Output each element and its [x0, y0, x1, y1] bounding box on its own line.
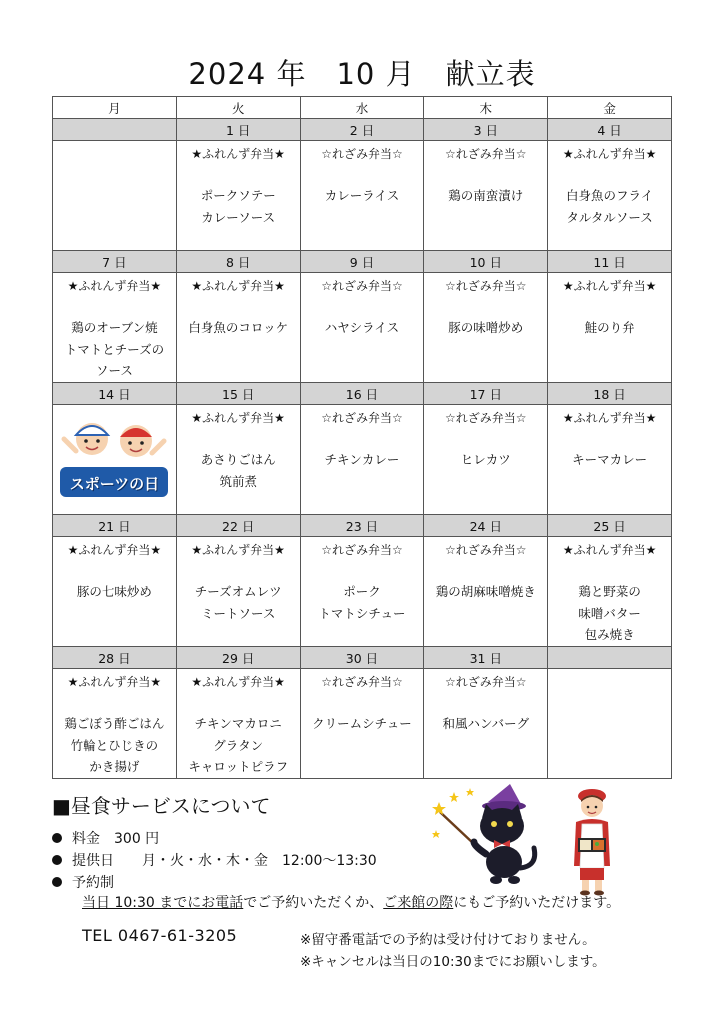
menu-cell [53, 405, 177, 515]
sports-day-label: スポーツの日 [69, 475, 160, 493]
weekday-wed: 水 [300, 97, 424, 119]
menu-cell [424, 669, 548, 779]
date-cell: 24 日 [424, 515, 548, 537]
bento-type: ☆れざみ弁当☆ [445, 279, 527, 293]
menu-cell [300, 141, 424, 251]
menu-cell [424, 273, 548, 383]
menu-row [53, 537, 672, 647]
dish-name: 豚の味噌炒め [448, 320, 524, 335]
bento-type: ☆れざみ弁当☆ [445, 543, 527, 557]
menu-row [53, 273, 672, 383]
dish-name: ハヤシライス [324, 320, 400, 335]
date-cell: 15 日 [176, 383, 300, 405]
cancel-note: ※キャンセルは当日の10:30までにお願いします。 [300, 954, 606, 970]
reservation-text-2: にもご予約いただけます。 [453, 895, 621, 911]
weekday-header-row [53, 97, 672, 119]
menu-cell [300, 273, 424, 383]
menu-cell [176, 141, 300, 251]
weekday-thu: 木 [424, 97, 548, 119]
menu-cell [53, 669, 177, 779]
menu-cell [300, 405, 424, 515]
date-cell: 10 日 [424, 251, 548, 273]
staff-with-bento-illustration [566, 786, 618, 900]
date-cell: 29 日 [176, 647, 300, 669]
menu-cell [424, 141, 548, 251]
menu-cell [548, 669, 672, 779]
halloween-cat-illustration [430, 782, 550, 890]
date-cell: 4 日 [548, 119, 672, 141]
service-days-text: 提供日 月・火・水・木・金 12:00～13:30 [72, 853, 377, 869]
dish-name: 和風ハンバーグ [442, 716, 530, 731]
dish-name: 白身魚のフライ タルタルソース [566, 188, 654, 225]
menu-cell [176, 405, 300, 515]
calendar-body [53, 119, 672, 779]
dish-name: ポークソテー カレーソース [200, 188, 276, 225]
date-cell: 2 日 [300, 119, 424, 141]
bento-type: ★ふれんず弁当★ [67, 279, 162, 293]
dish-name: 豚の七味炒め [76, 584, 152, 599]
date-cell: 17 日 [424, 383, 548, 405]
date-cell: 9 日 [300, 251, 424, 273]
reservation-details [82, 892, 620, 912]
bento-type: ★ふれんず弁当★ [562, 543, 657, 557]
dish-name: カレーライス [324, 188, 400, 203]
bento-type: ☆れざみ弁当☆ [321, 675, 403, 689]
bento-type: ☆れざみ弁当☆ [321, 543, 403, 557]
dish-name: クリームシチュー [312, 716, 412, 731]
price-text: 料金 300 円 [72, 831, 160, 847]
bento-type: ☆れざみ弁当☆ [445, 147, 527, 161]
menu-cell [176, 537, 300, 647]
bullet-dot [52, 833, 62, 843]
dish-name: ヒレカツ [460, 452, 511, 467]
dish-name: チキンカレー [324, 452, 400, 467]
lunch-service-heading: ■昼食サービスについて [52, 794, 271, 818]
dish-name: 鶏の胡麻味噌焼き [435, 584, 536, 599]
bento-type: ☆れざみ弁当☆ [321, 279, 403, 293]
telephone-number: TEL 0467-61-3205 [82, 926, 238, 945]
dish-name: 鮭のり弁 [584, 320, 635, 335]
bento-type [53, 145, 176, 163]
menu-row [53, 141, 672, 251]
menu-cell [176, 669, 300, 779]
bullet-dot [52, 855, 62, 865]
date-cell: 22 日 [176, 515, 300, 537]
menu-cell [176, 273, 300, 383]
bento-type: ★ふれんず弁当★ [562, 411, 657, 425]
date-cell: 31 日 [424, 647, 548, 669]
date-cell: 30 日 [300, 647, 424, 669]
bento-type: ★ふれんず弁当★ [67, 675, 162, 689]
date-cell: 18 日 [548, 383, 672, 405]
sports-day-illustration [58, 411, 170, 507]
reservation-in-person: ご来館の際 [383, 895, 454, 911]
page-title: 2024 年 10 月 献立表 [188, 57, 536, 91]
menu-row [53, 669, 672, 779]
bullet-dot [52, 877, 62, 887]
reservation-phone-deadline: 当日 10:30 までにお電話 [82, 895, 244, 911]
menu-cell [53, 273, 177, 383]
menu-cell [548, 537, 672, 647]
bento-type: ★ふれんず弁当★ [191, 543, 285, 557]
date-cell: 7 日 [53, 251, 177, 273]
date-row [53, 383, 672, 405]
dish-name: キーマカレー [572, 452, 648, 467]
menu-cell [424, 405, 548, 515]
date-cell: 14 日 [53, 383, 177, 405]
bento-type: ★ふれんず弁当★ [191, 675, 285, 689]
menu-cell [300, 537, 424, 647]
bento-type: ★ふれんず弁当★ [191, 147, 285, 161]
date-cell: 8 日 [176, 251, 300, 273]
date-cell: 11 日 [548, 251, 672, 273]
menu-calendar [52, 96, 672, 779]
menu-cell [548, 405, 672, 515]
bento-type: ★ふれんず弁当★ [191, 411, 285, 425]
bento-type: ☆れざみ弁当☆ [445, 411, 527, 425]
voicemail-note: ※留守番電話での予約は受け付けておりません。 [300, 932, 596, 948]
bento-type [548, 673, 671, 691]
date-cell: 21 日 [53, 515, 177, 537]
date-row [53, 515, 672, 537]
bento-type: ☆れざみ弁当☆ [321, 411, 403, 425]
date-cell: 1 日 [176, 119, 300, 141]
bento-type: ★ふれんず弁当★ [191, 279, 285, 293]
bento-type: ★ふれんず弁当★ [67, 543, 162, 557]
date-cell: 16 日 [300, 383, 424, 405]
date-cell [548, 647, 672, 669]
date-cell: 3 日 [424, 119, 548, 141]
weekday-mon: 月 [53, 97, 177, 119]
service-days-item [52, 850, 377, 870]
date-cell: 23 日 [300, 515, 424, 537]
date-row [53, 251, 672, 273]
bento-type: ☆れざみ弁当☆ [445, 675, 527, 689]
menu-row [53, 405, 672, 515]
menu-cell [548, 141, 672, 251]
bento-type: ☆れざみ弁当☆ [321, 147, 403, 161]
menu-cell [53, 537, 177, 647]
bento-type: ★ふれんず弁当★ [562, 279, 657, 293]
dish-name: ポーク トマトシチュー [318, 584, 406, 621]
dish-name: あさりごはん 筑前煮 [200, 452, 276, 489]
reservation-label: 予約制 [72, 875, 114, 891]
menu-cell [424, 537, 548, 647]
bento-type: ★ふれんず弁当★ [562, 147, 657, 161]
dish-name: チキンマカロニ グラタン キャロットピラフ [188, 716, 289, 774]
weekday-fri: 金 [548, 97, 672, 119]
dish-name: 鶏ごぼう酢ごはん 竹輪とひじきの かき揚げ [64, 716, 165, 774]
dish-name: 鶏と野菜の 味噌バター 包み焼き [578, 584, 641, 642]
weekday-tue: 火 [176, 97, 300, 119]
price-item [52, 828, 159, 848]
dish-name: 鶏の南蛮漬け [448, 188, 524, 203]
date-row [53, 647, 672, 669]
reservation-item [52, 872, 114, 892]
dish-name: 鶏のオーブン焼 トマトとチーズの ソース [64, 320, 165, 378]
dish-name: 白身魚のコロッケ [188, 320, 289, 335]
date-cell [53, 119, 177, 141]
menu-cell [548, 273, 672, 383]
date-cell: 25 日 [548, 515, 672, 537]
date-cell: 28 日 [53, 647, 177, 669]
reservation-text-1: でご予約いただくか、 [243, 895, 384, 911]
dish-name: チーズオムレツ ミートソース [194, 584, 282, 621]
date-row [53, 119, 672, 141]
menu-cell [300, 669, 424, 779]
menu-cell [53, 141, 177, 251]
